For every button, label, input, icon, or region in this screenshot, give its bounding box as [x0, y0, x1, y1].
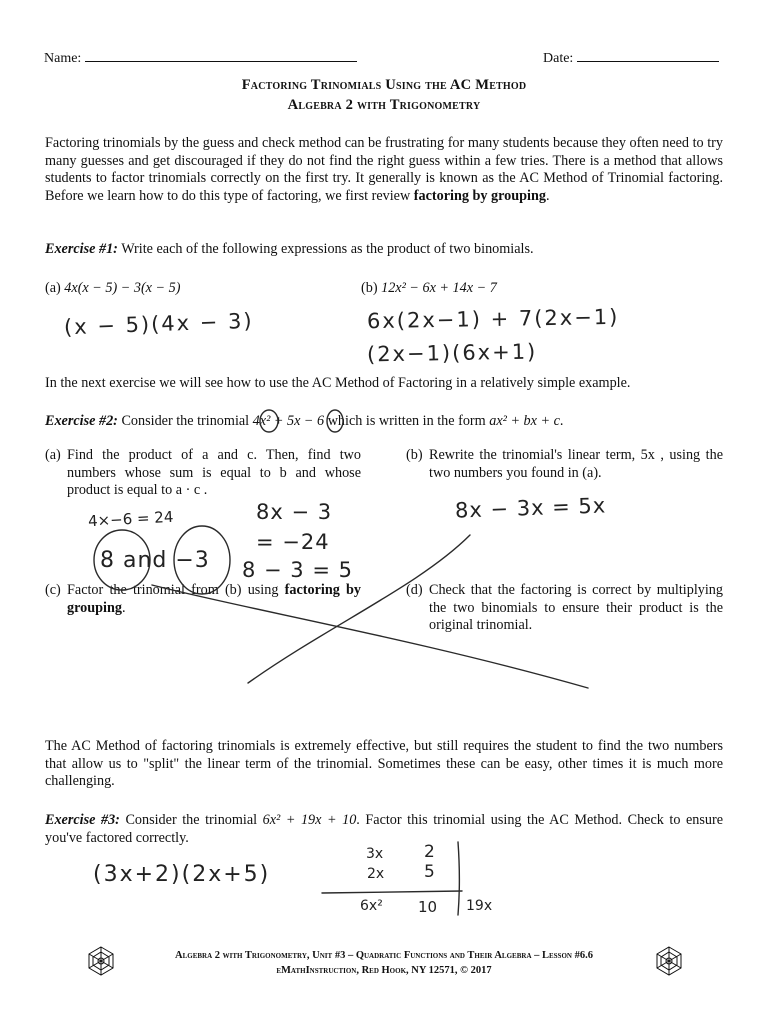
handwritten-product-check: = −24 — [256, 530, 330, 554]
cross-stroke-left — [152, 585, 588, 688]
circle-eight — [94, 530, 150, 590]
circle-neg-three — [174, 526, 230, 594]
hand-table-2: 2 — [424, 842, 435, 862]
exercise2-b-label: (b) — [406, 447, 423, 463]
exercise2-b-text: Rewrite the trinomial's linear term, 5x , using the two numbers you found in (a). — [429, 447, 723, 481]
date-label: Date: — [543, 51, 574, 66]
intro-bold-term: factoring by grouping — [413, 187, 546, 204]
footer-publisher-line: eMathInstruction, Red Hook, NY 12571, © 2017 — [276, 965, 492, 976]
hand-table-3x: 3x — [366, 846, 384, 862]
exercise3-trinomial: 6x² + 19x + 10 — [262, 812, 357, 828]
handwritten-answer-1a: (x − 5)(4x − 3) — [63, 308, 254, 340]
exercise1-prompt: Exercise #1: Write each of the following expressions as the product of two binomials. — [45, 241, 534, 257]
course-subtitle: Algebra 2 with Trigonometry — [287, 97, 481, 113]
handwritten-rewrite-linear-term: 8x − 3x = 5x — [454, 493, 607, 523]
handwritten-work-1b-step1: 6x(2x−1) + 7(2x−1) — [366, 304, 620, 334]
hand-table-6x2: 6x² — [360, 898, 383, 914]
exercise2-c-text: Factor the trinomial from (b) using factoring by grouping. — [67, 582, 361, 616]
exercise2-a-label: (a) — [45, 447, 61, 463]
exercise2-c-label: (c) — [45, 582, 61, 598]
handwritten-two-numbers: 8 and −3 — [100, 548, 210, 573]
hand-table-5: 5 — [424, 862, 435, 882]
circle-c-constant — [327, 410, 343, 432]
exercise2-a-text: Find the product of a and c. Then, find two numbers whose sum is equal to b and whose product is equal to a · c . — [67, 447, 361, 498]
transition-text-1: In the next exercise we will see how to use the AC Method of Factoring in a relatively simple example. — [45, 375, 631, 391]
exercise1-a-expression: 4x(x − 5) − 3(x − 5) — [64, 280, 181, 296]
exercise1-part-a: (a) 4x(x − 5) − 3(x − 5) — [45, 280, 181, 296]
table-horizontal-line — [322, 891, 462, 893]
exercise1-label: Exercise #1: — [45, 241, 118, 257]
exercise3-label: Exercise #3: — [45, 812, 120, 828]
hand-table-10: 10 — [418, 898, 438, 916]
handwritten-sum-check: 8 − 3 = 5 — [242, 558, 353, 582]
exercise2-trinomial: 4x² + 5x − 6 — [252, 413, 325, 429]
table-vertical-line — [458, 842, 460, 915]
intro-paragraph: Factoring trinomials by the guess and check method can be frustrating for many students because they often need to try many guesses and get discouraged if they do not find the right guess within a few tries. There is a method that allows students to factor trinomials correctly on the first try. It generally is known as the AC Method of Trinomial factoring. Before we learn how to do this type of factoring, we first review factoring by grouping. — [45, 135, 723, 204]
exercise1-part-b: (b) 12x² − 6x + 14x − 7 — [361, 280, 497, 296]
hand-table-19x: 19x — [466, 898, 493, 914]
transition-text-2: The AC Method of factoring trinomials is extremely effective, but still requires the student to find the two numbers that allow us to "split" the linear term of the trinomial. Sometimes these can be easy, other times it is much more challenging. — [45, 738, 723, 789]
handwritten-answer-3: (3x+2)(2x+5) — [93, 862, 271, 887]
handwritten-numbers-work: 8x − 3 — [256, 500, 333, 524]
exercise2-form: ax² + bx + c — [489, 413, 560, 429]
cross-stroke-right — [248, 535, 470, 683]
exercise2-prompt: Exercise #2: Consider the trinomial 4x² + 5x − 6 which is written in the form ax² + bx + c. — [45, 413, 564, 429]
footer-course-line: Algebra 2 with Trigonometry, Unit #3 – Quadratic Functions and Their Algebra – Lesson #6.6 — [175, 950, 593, 961]
exercise1-b-expression: 12x² − 6x + 14x − 7 — [381, 280, 497, 296]
name-label: Name: — [44, 51, 82, 66]
exercise2-d-label: (d) — [406, 582, 423, 598]
worksheet-title: Factoring Trinomials Using the AC Method — [241, 77, 527, 93]
handwritten-product-ac: 4×−6 = 24 — [87, 507, 174, 531]
hand-table-2x: 2x — [367, 866, 385, 882]
handwritten-answer-1b: (2x−1)(6x+1) — [366, 339, 538, 367]
exercise2-label: Exercise #2: — [45, 413, 118, 429]
exercise2-d-text: Check that the factoring is correct by multiplying the two binomials to ensure their product is the original trinomial. — [429, 582, 723, 633]
circle-a-coefficient — [260, 410, 278, 432]
exercise3-prompt: Exercise #3: Consider the trinomial 6x² + 19x + 10. Factor this trinomial using the AC Method. Check to ensure you've factored correctly. — [45, 812, 724, 846]
